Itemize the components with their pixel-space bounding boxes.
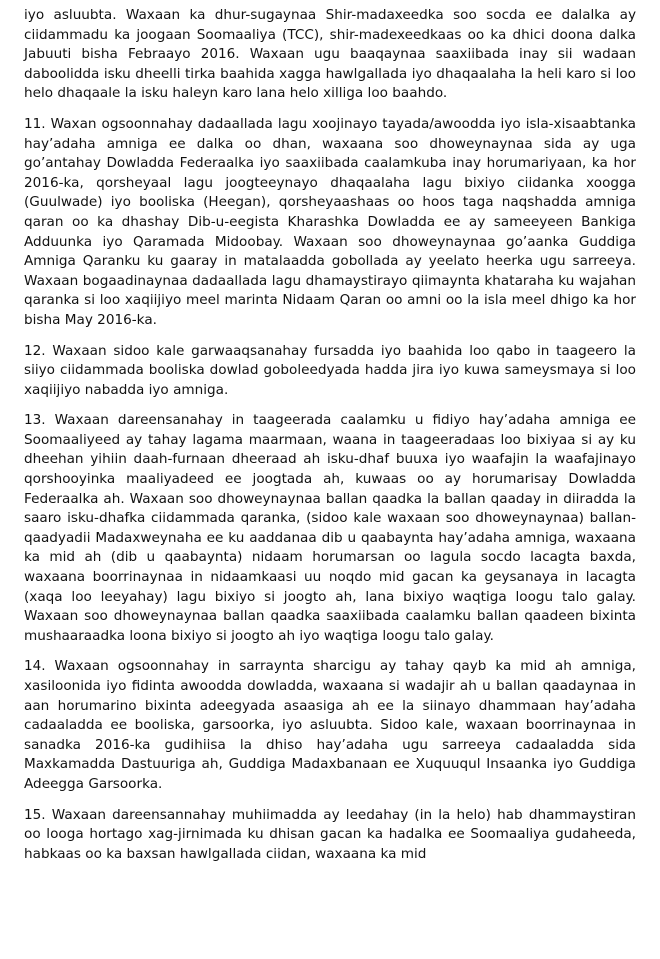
paragraph-10-continuation: iyo asluubta. Waxaan ka dhur-sugaynaa Shir-madaxeedka soo socda ee dalalka ay ciidammadu ka joogaan Soomaaliya (TCC), shir-madexeedkaas oo ka dhici doona dalka Jabuuti bisha Febraayo 2016. Waxaan ugu baaqaynaa saaxiibada inay sii wadaan daboolidda isku dheelli tirka baahida xagga hawlgallada iyo dhaqaalaha la heli karo si loo helo dhaqaale la isku haleyn karo lana helo xilliga loo baahdo. [24, 7, 636, 102]
paragraph-11: 11. Waxan ogsoonnahay dadaallada lagu xoojinayo tayada/awoodda iyo isla-xisaabtanka hay’adaha amniga ee dalka oo dhan, waxaana soo dhoweynaynaa sida ay uga go’antahay Dowladda Federaalka iyo saaxiibada caalamkuba inay horumariyaan, ka hor 2016-ka, qorsheyaal lagu joogteeynayo dhaqaalaha lagu bixiyo ciidanka xoogga (Guulwade) iyo booliska (Heegan), qorsheyaashaas oo hoos taga naqshadda amniga qaran oo ka dhashay Dib-u-eegista Kharashka Dowladda ee ay sameeyeen Bankiga Adduunka iyo Qaramada Midoobay. Waxaan soo dhoweynaynaa go’aanka Guddiga Amniga Qaranku ku gaaray in matalaadda gobollada ay yeelato heerka ugu sarreeya. Waxaan bogaadinaynaa dadaallada lagu dhamaystirayo qiimaynta khataraha ku wajahan qaranka si loo xaqiijiyo meel marinta Nidaam Qaran oo amni oo la isla meel dhigo ka hor bisha May 2016-ka. [24, 115, 636, 328]
paragraph-14: 14. Waxaan ogsoonnahay in sarraynta sharcigu ay tahay qayb ka mid ah amniga, xasiloonida iyo fidinta awoodda dowladda, waxaana si wadajir ah u ballan qaadaynaa in aan horumarino bixinta adeegyada asaasiga ah ee la siinayo dhammaan hay’adaha cadaaladda ee booliska, garsoorka, iyo asluubta. Sidoo kale, waxaan boorrinaynaa in sanadka 2016-ka gudihiisa la dhiso hay’adaha ugu sarreeya cadaaladda sida Maxkamadda Dastuuriga ah, Guddiga Madaxbanaan ee Xuquuqul Insaanka iyo Guddiga Adeegga Garsoorka. [24, 658, 636, 792]
paragraph-13: 13. Waxaan dareensanahay in taageerada caalamku u fidiyo hay’adaha amniga ee Soomaaliyeed ay tahay lagama maarmaan, waana in taageeradaas loo bixiyaa si ay ku dheehan yihiin daah-furnaan dheeraad ah isku-dhaf buuxa iyo waafajin la waafajinayo qorshooyinka maaliyadeed ee joogtada ah, kuwaas oo ay horumarisay Dowladda Federaalka ah. Waxaan soo dhoweynaynaa ballan qaadka la ballan qaaday in diiradda la saaro isku-dhafka ciidammada qaranka, (sidoo kale waxaan soo dhoweynaynaa) ballan-qaadyadii Madaxweynaha ee ku aaddanaa dib u qaabaynta hay’adaha amniga, waxaana ka mid ah (dib u qaabaynta) nidaam horumarsan oo lagula socdo lacagta baxda, waxaana boorrinaynaa in nidaamkaasi uu noqdo mid gacan ka geysanaya in lacagta (xaqa loo leeyahay) lagu bixiyo si joogto ah, lana bixiyo waqtiga loogu talo galay. Waxaan soo dhoweynaynaa ballan qaadka saaxiibada caalamku ballan qaadeen bixinta mushaaraadka loona bixiyo si joogto ah iyo waqtiga loogu talo galay. [24, 412, 636, 644]
paragraph-12: 12. Waxaan sidoo kale garwaaqsanahay fursadda iyo baahida loo qabo in taageero la siiyo ciidammada booliska dowlad goboleedyada hadda jira iyo kuwa sameysmaya si loo xaqiijiyo nabadda iyo amniga. [24, 342, 636, 398]
paragraph-15: 15. Waxaan dareensannahay muhiimadda ay leedahay (in la helo) hab dhammaystiran oo looga hortago xag-jirnimada ku dhisan gacan ka hadalka ee Soomaaliya gudaheeda, habkaas oo ka baxsan hawlgallada ciidan, waxaana ka mid [24, 806, 636, 862]
document-page [24, 6, 636, 875]
